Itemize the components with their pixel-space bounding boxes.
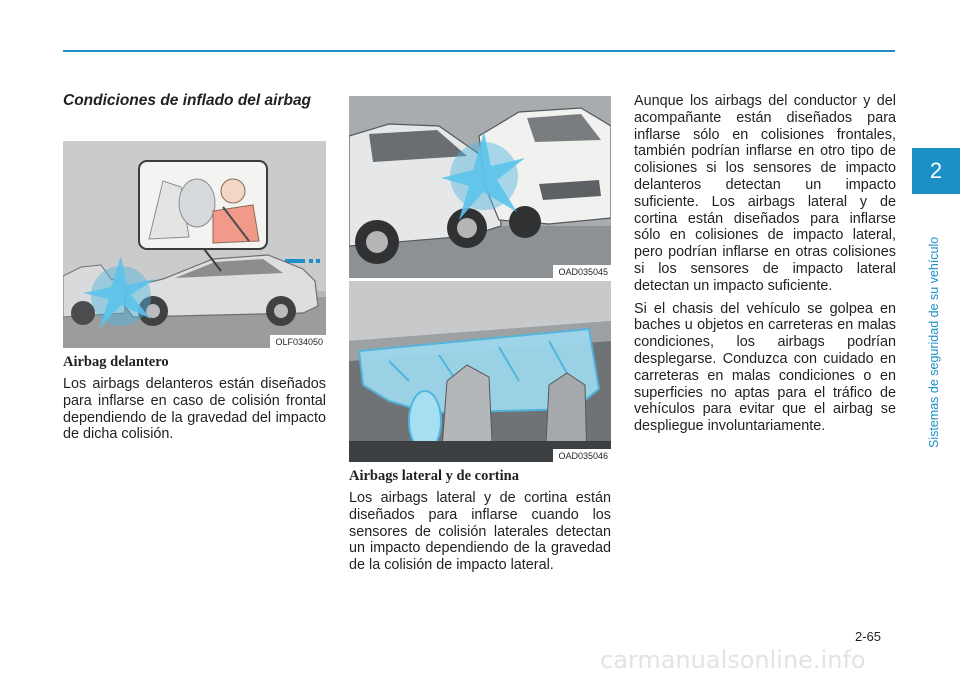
- warning-text-column: [634, 93, 896, 435]
- frontal-airbag-section: [63, 354, 326, 443]
- curtain-airbag-figure: [349, 281, 611, 462]
- chapter-title: Sistemas de seguridad de su vehículo: [927, 236, 941, 448]
- subheading: Airbags lateral y de cortina: [349, 468, 519, 484]
- watermark-logo: [600, 644, 940, 674]
- svg-text:carmanualsonline.info: carmanualsonline.info: [600, 646, 866, 674]
- side-impact-illustration: [349, 96, 611, 278]
- paragraph: Los airbags delanteros están diseñados para inflarse en caso de colisión frontal dependiendo de la gravedad del impacto de dicha colisión.: [63, 376, 326, 443]
- figure-code: OLF034050: [270, 335, 326, 348]
- frontal-impact-illustration: [63, 141, 326, 348]
- curtain-airbag-illustration: [349, 281, 611, 462]
- figure-code: OAD035046: [553, 449, 611, 462]
- side-curtain-section: [349, 468, 611, 574]
- paragraph: Los airbags lateral y de cortina están diseñados para inflarse cuando los sensores de colisión laterales detectan un impacto dependiendo de la gravedad de la colisión de impacto lateral.: [349, 490, 611, 574]
- chapter-title-vertical: [924, 226, 944, 448]
- section-title: Condiciones de inflado del airbag: [63, 92, 312, 109]
- frontal-impact-figure: [63, 141, 326, 348]
- chapter-tab: 2: [912, 148, 960, 194]
- paragraph: Aunque los airbags del conductor y del acompañante están diseñados para inflarse sólo en colisiones frontales, también podrían inflarse en otro tipo de colisiones si los sensores de impacto delanteros detectan un impacto suficiente. Los airbags lateral y de cortina están diseñados para inflarse sólo en colisiones de impacto lateral, pero podrían inflarse en otras colisiones si los sensores de impacto lateral detectan un impacto suficiente.: [634, 93, 896, 294]
- section-heading-block: [63, 92, 326, 109]
- paragraph: Si el chasis del vehículo se golpea en baches u objetos en carreteras en malas condiciones, los airbags podrían desplegarse. Conduzca con cuidado en carreteras en malas condiciones o en superficies no aptas para el tráfico de vehículos para evitar que el airbag se despliegue involuntariamente.: [634, 300, 896, 435]
- header-rule: [63, 50, 895, 52]
- figure-code: OAD035045: [553, 265, 611, 278]
- page-number: 2-65: [855, 629, 882, 644]
- side-impact-figure: [349, 96, 611, 278]
- subheading: Airbag delantero: [63, 354, 169, 370]
